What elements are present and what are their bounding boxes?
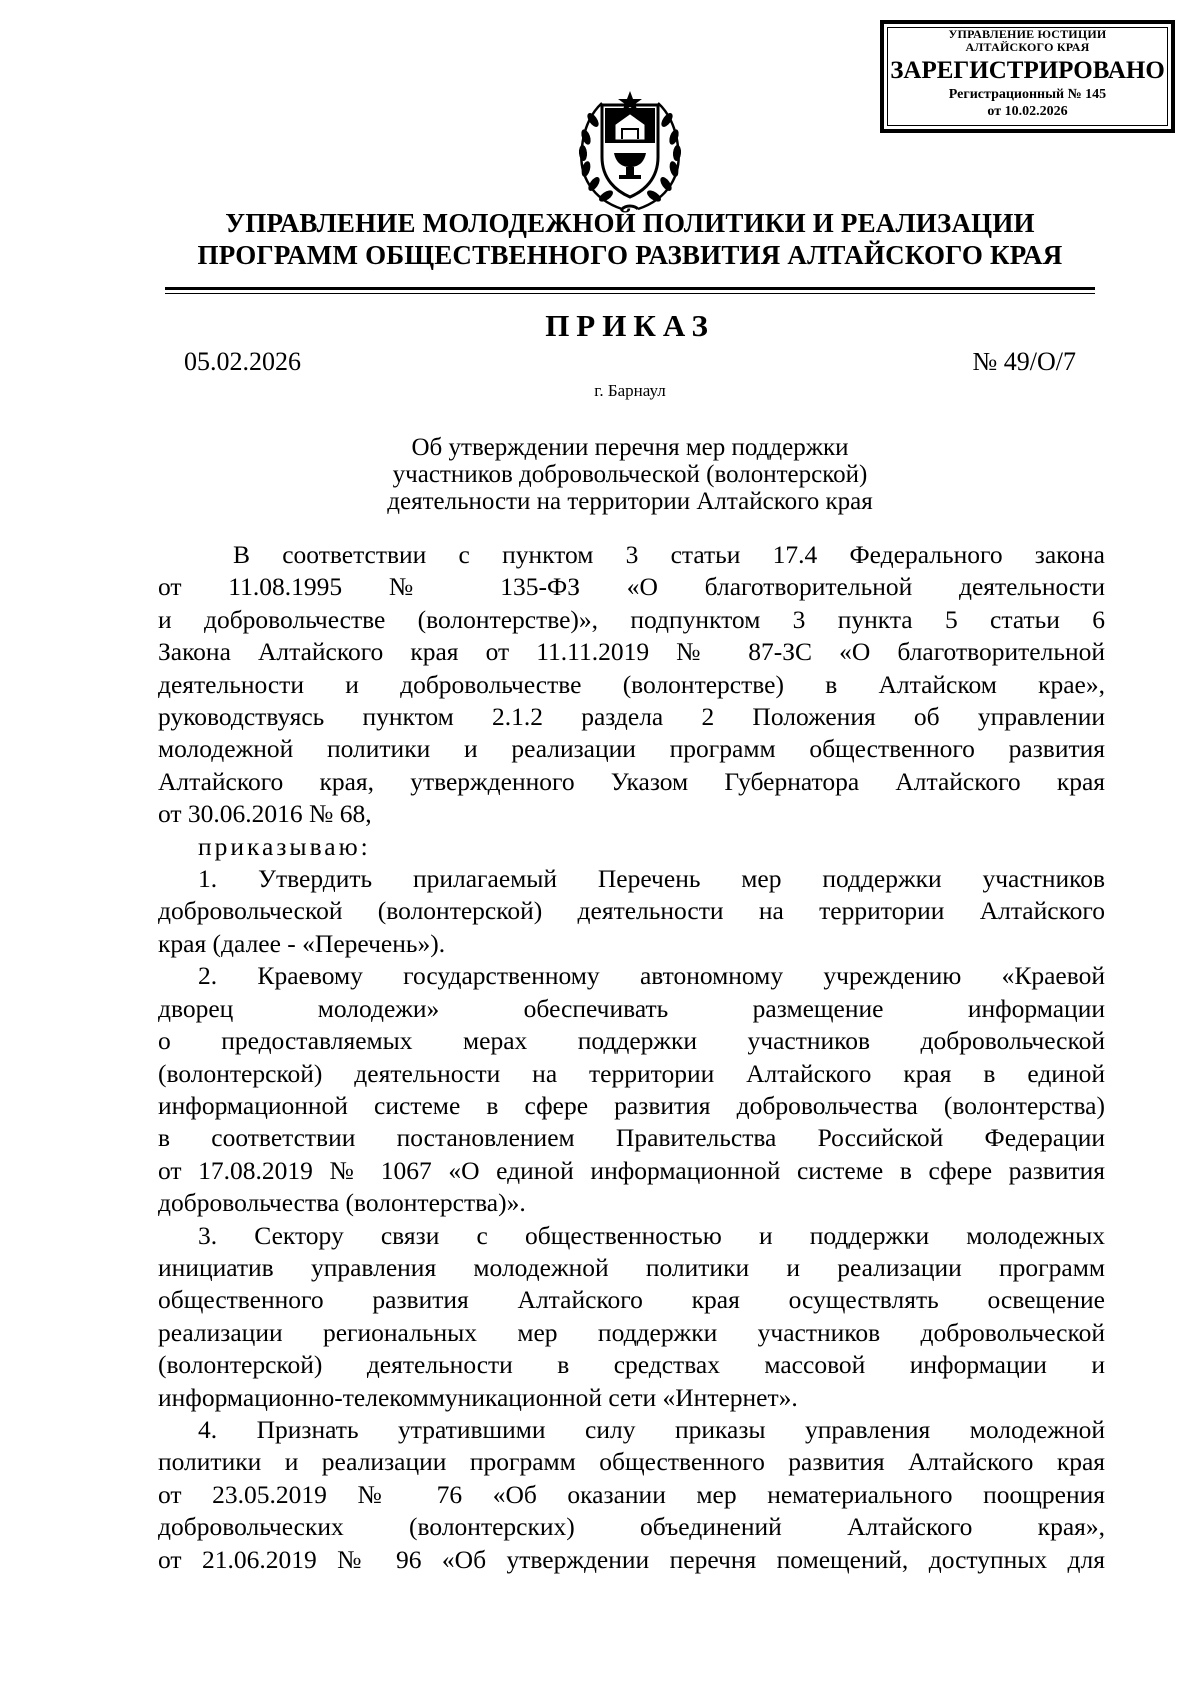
organization-title-line1: УПРАВЛЕНИЕ МОЛОДЕЖНОЙ ПОЛИТИКИ И РЕАЛИЗАЦИИ: [225, 208, 1035, 238]
body-line: от 11.08.1995 № 135-ФЗ «О благотворительной деятельности: [158, 572, 1105, 602]
subject-line1: Об утверждении перечня мер поддержки: [411, 434, 849, 461]
subject-line2: участников добровольческой (волонтерской): [392, 461, 868, 488]
preamble-paragraph: [158, 539, 1105, 831]
body-line: о предоставляемых мерах поддержки участников добровольческой: [158, 1026, 1105, 1056]
body-line: 4. Признать утратившими силу приказы управления молодежной: [198, 1414, 1105, 1444]
order-word: приказываю:: [198, 831, 371, 861]
body-line: и добровольчестве (волонтерстве)», подпунктом 3 пункта 5 статьи 6: [158, 604, 1105, 634]
order-subject: [330, 434, 930, 515]
header-rule-thin: [165, 293, 1095, 294]
body-line: от 17.08.2019 № 1067 «О единой информационной системе в сфере развития: [158, 1155, 1105, 1185]
body-line: информационной системе в сфере развития добровольчества (волонтерства): [158, 1090, 1105, 1120]
body-line: края (далее - «Перечень»).: [158, 928, 446, 958]
body-line: Закона Алтайского края от 11.11.2019 № 87-ЗС «О благотворительной: [158, 637, 1105, 667]
body-line: добровольческих (волонтерских) объединений Алтайского края»,: [158, 1512, 1105, 1542]
body-line: дворец молодежи» обеспечивать размещение информации: [158, 993, 1105, 1023]
stamp-org-line1: УПРАВЛЕНИЕ ЮСТИЦИИ: [948, 27, 1107, 41]
body-line: (волонтерской) деятельности в средствах массовой информации и: [158, 1350, 1105, 1380]
stamp-reg-date: от 10.02.2026: [987, 104, 1068, 119]
body-line: от 23.05.2019 № 76 «Об оказании мер нематериального поощрения: [158, 1479, 1105, 1509]
body-line: руководствуясь пунктом 2.1.2 раздела 2 Положения об управлении: [158, 702, 1105, 732]
body-line: Алтайского края, утвержденного Указом Губернатора Алтайского края: [158, 766, 1105, 796]
body-line: от 30.06.2016 № 68,: [158, 799, 372, 829]
stamp-status: ЗАРЕГИСТРИРОВАНО: [890, 57, 1165, 84]
body-line: (волонтерской) деятельности на территории Алтайского края в единой: [158, 1058, 1105, 1088]
body-line: молодежной политики и реализации программ общественного развития: [158, 734, 1105, 764]
body-line: информационно-телекоммуникационной сети «Интернет».: [158, 1382, 798, 1412]
body-line: 3. Сектору связи с общественностью и поддержки молодежных: [198, 1220, 1105, 1250]
body-line: инициатив управления молодежной политики и реализации программ: [158, 1252, 1105, 1282]
body-line: В соответствии с пунктом 3 статьи 17.4 Федерального закона: [233, 540, 1105, 569]
order-city: г. Барнаул: [594, 381, 666, 400]
stamp-org-line2: АЛТАЙСКОГО КРАЯ: [965, 40, 1090, 54]
body-line: реализации региональных мер поддержки участников добровольческой: [158, 1317, 1105, 1347]
order-body: [158, 539, 1105, 1576]
body-line: от 21.06.2019 № 96 «Об утверждении перечня помещений, доступных для: [158, 1544, 1105, 1574]
header-rule: [165, 287, 1095, 290]
organization-title-line2: ПРОГРАММ ОБЩЕСТВЕННОГО РАЗВИТИЯ АЛТАЙСКОГО КРАЯ: [197, 240, 1063, 270]
order-date: 05.02.2026: [184, 347, 301, 376]
subject-line3: деятельности на территории Алтайского края: [387, 488, 873, 515]
body-line: добровольческой (волонтерской) деятельности на территории Алтайского: [158, 896, 1105, 926]
body-line: политики и реализации программ общественного развития Алтайского края: [158, 1447, 1105, 1477]
item-2-paragraph: [158, 960, 1105, 1219]
body-line: 1. Утвердить прилагаемый Перечень мер поддержки участников: [198, 864, 1105, 894]
body-line: в соответствии постановлением Правительства Российской Федерации: [158, 1123, 1105, 1153]
organization-title: [100, 207, 1160, 271]
stamp-reg-number: Регистрационный № 145: [948, 87, 1107, 102]
document-type: ПРИКАЗ: [545, 308, 715, 343]
body-line: 2. Краевому государственному автономному учреждению «Краевой: [198, 961, 1105, 991]
order-number: № 49/О/7: [972, 347, 1076, 376]
stamp-inner-border: [887, 27, 1168, 126]
item-3-paragraph: [158, 1220, 1105, 1414]
body-line: общественного развития Алтайского края осуществлять освещение: [158, 1285, 1105, 1315]
registration-stamp: [880, 20, 1175, 133]
body-line: добровольчества (волонтерства)».: [158, 1188, 526, 1218]
body-line: деятельности и добровольчестве (волонтерстве) в Алтайском крае»,: [158, 669, 1105, 699]
item-1-paragraph: [158, 863, 1105, 960]
item-4-paragraph: [158, 1414, 1105, 1576]
coat-of-arms-icon: [572, 87, 688, 215]
